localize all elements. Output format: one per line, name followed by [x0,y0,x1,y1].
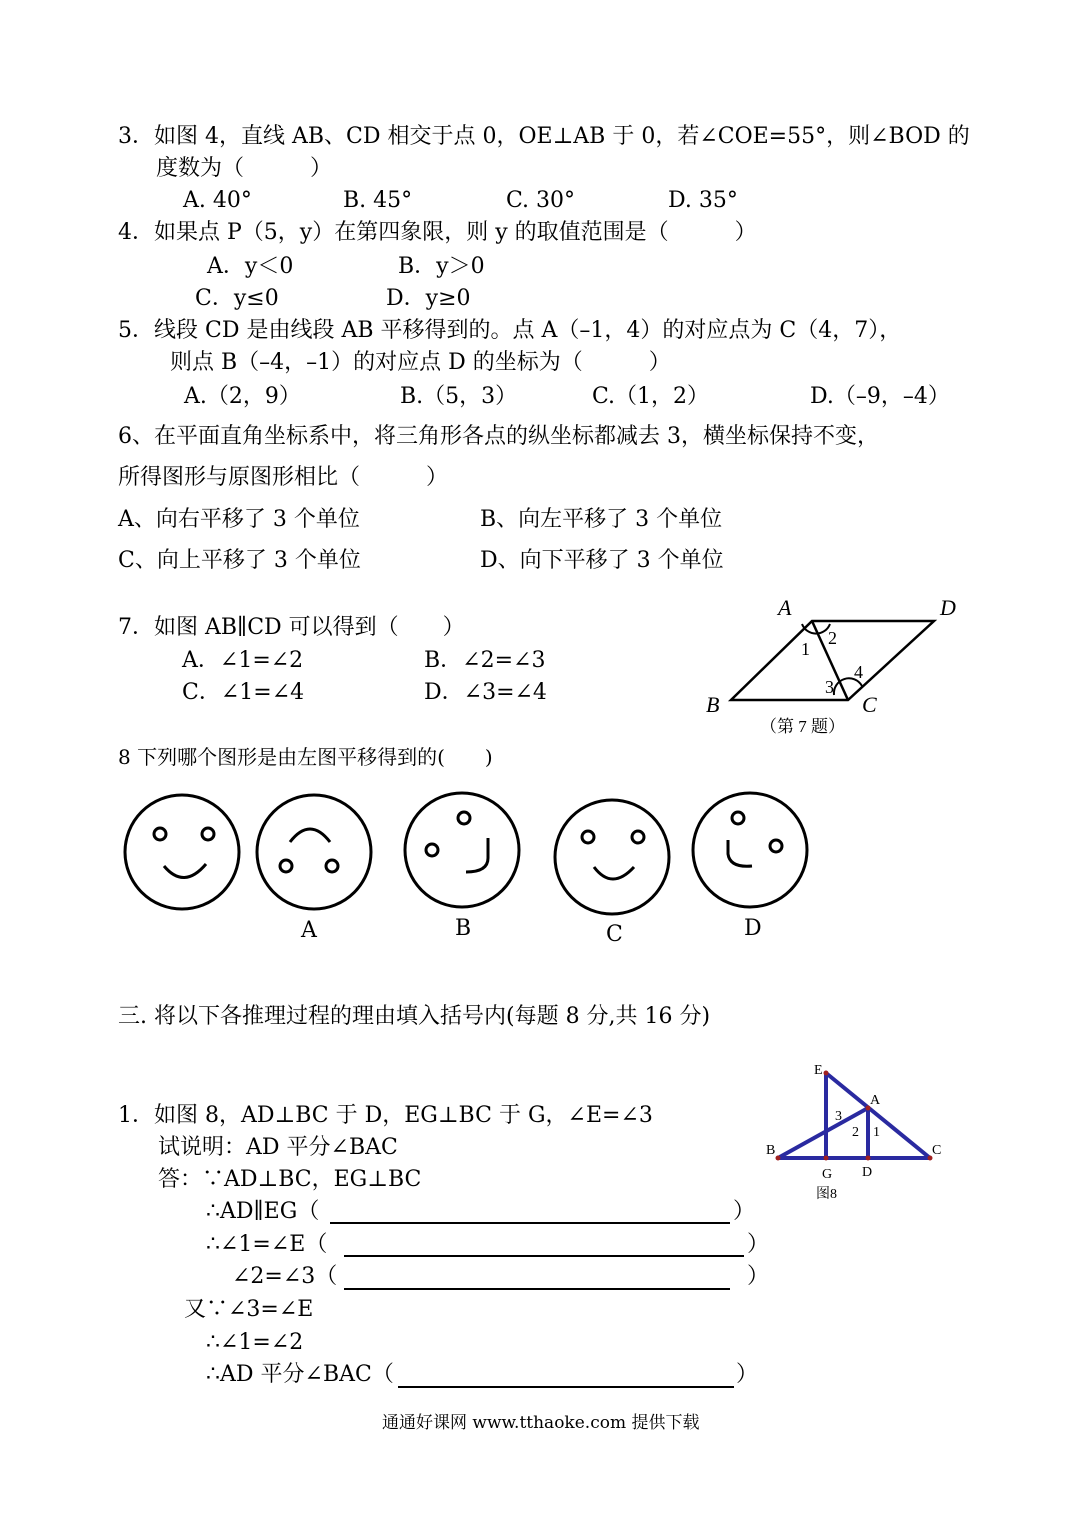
smiley-original-icon [120,790,244,914]
smiley-label-b: B [455,916,472,941]
smiley-option-a-icon [252,790,376,914]
page-footer: 通通好课网 www.tthaoke.com 提供下载 [382,1413,700,1433]
p1-step1: ∴AD∥EG（ [206,1199,320,1224]
p1-stem: 1．如图 8，AD⊥BC 于 D，EG⊥BC 于 G，∠E=∠3 [118,1103,653,1128]
q3-option-d: D. 35° [668,188,738,213]
q7-label-B: B [706,692,720,717]
p1-close-1: ） [733,1199,756,1224]
q6-option-a: A、向右平移了 3 个单位 [118,507,360,532]
q7-option-b: B．∠2=∠3 [424,648,546,673]
p1-figure [760,1060,950,1205]
fig8-angle-1: 1 [873,1125,880,1140]
p1-stem-cont: 试说明：AD 平分∠BAC [158,1135,398,1160]
q7-angle-4: 4 [854,662,863,682]
q6-option-d: D、向下平移了 3 个单位 [480,548,724,573]
q6-option-c: C、向上平移了 3 个单位 [118,548,361,573]
q7-angle-3: 3 [825,677,834,697]
q5-option-b: B.（5，3） [400,384,518,409]
q7-label-C: C [862,692,877,717]
q5-stem-cont: 则点 B（–4，–1）的对应点 D 的坐标为（ ） [170,350,671,375]
q8-stem: 8 下列哪个图形是由左图平移得到的( ) [118,745,493,769]
p1-step2: ∴∠1=∠E（ [206,1232,328,1257]
q5-stem: 5．线段 CD 是由线段 AB 平移得到的。点 A（–1，4）的对应点为 C（4，7）， [118,318,902,343]
q3-stem-cont: 度数为（ ） [156,156,333,181]
smiley-option-b-icon [400,788,524,912]
section3-title: 三. 将以下各推理过程的理由填入括号内(每题 8 分,共 16 分) [118,1004,711,1029]
smiley-label-a: A [301,918,317,943]
fig8-caption: 图8 [816,1187,837,1202]
q5-option-d: D.（–9，–4） [810,384,950,409]
fig8-angle-2: 2 [852,1125,859,1140]
q7-angle-2: 2 [828,628,837,648]
q4-option-d: D．y≥0 [386,286,471,311]
q7-angle-1: 1 [801,639,810,659]
q6-option-b: B、向左平移了 3 个单位 [480,507,723,532]
q4-option-b: B．y＞0 [398,254,485,279]
q7-label-D: D [940,595,956,620]
p1-close-2: ） [747,1232,770,1257]
smiley-option-d-icon [688,788,812,912]
p1-step5: ∴∠1=∠2 [206,1330,304,1355]
smiley-label-c: C [606,922,623,947]
q4-option-a: A．y＜0 [207,254,294,279]
fig8-label-E: E [814,1063,823,1078]
q3-option-b: B. 45° [343,188,413,213]
p1-close-3: ） [747,1264,770,1289]
q7-option-a: A．∠1=∠2 [182,648,304,673]
q4-option-c: C．y≤0 [195,286,279,311]
p1-step0: 答：∵AD⊥BC，EG⊥BC [158,1167,422,1192]
smiley-label-d: D [744,916,762,941]
p1-answer-blank-1[interactable] [330,1222,730,1224]
q5-option-a: A.（2，9） [184,384,301,409]
q3-stem: 3．如图 4，直线 AB、CD 相交于点 0，OE⊥AB 于 0，若∠COE=55°，则∠BOD 的 [118,124,970,149]
q6-stem-cont: 所得图形与原图形相比（ ） [118,465,449,490]
q7-label-A: A [778,595,792,620]
q4-stem: 4．如果点 P（5，y）在第四象限，则 y 的取值范围是（ ） [118,220,757,245]
fig8-label-B: B [766,1143,776,1158]
q3-option-a: A. 40° [183,188,252,213]
fig8-label-C: C [932,1143,942,1158]
p1-step3: ∠2=∠3（ [232,1264,338,1289]
p1-answer-blank-2[interactable] [344,1255,744,1257]
q7-option-d: D．∠3=∠4 [424,680,547,705]
q7-caption: （第 7 题） [760,717,845,736]
q5-option-c: C.（1，2） [592,384,710,409]
p1-answer-blank-4[interactable] [398,1386,734,1388]
q6-stem: 6、在平面直角坐标系中，将三角形各点的纵坐标都减去 3，横坐标保持不变， [118,424,879,449]
p1-close-4: ） [736,1362,759,1387]
smiley-option-c-icon [550,795,674,919]
p1-step4: 又∵∠3=∠E [184,1297,314,1322]
fig8-label-D: D [862,1165,873,1180]
q7-figure [700,590,970,740]
p1-answer-blank-3[interactable] [344,1288,730,1290]
q7-option-c: C．∠1=∠4 [182,680,305,705]
p1-step6: ∴AD 平分∠BAC（ [206,1362,394,1387]
fig8-label-A: A [870,1093,881,1108]
fig8-angle-3: 3 [835,1109,842,1124]
q3-option-c: C. 30° [506,188,576,213]
q7-stem: 7．如图 AB∥CD 可以得到（ ） [118,615,465,640]
fig8-label-G: G [822,1167,833,1182]
